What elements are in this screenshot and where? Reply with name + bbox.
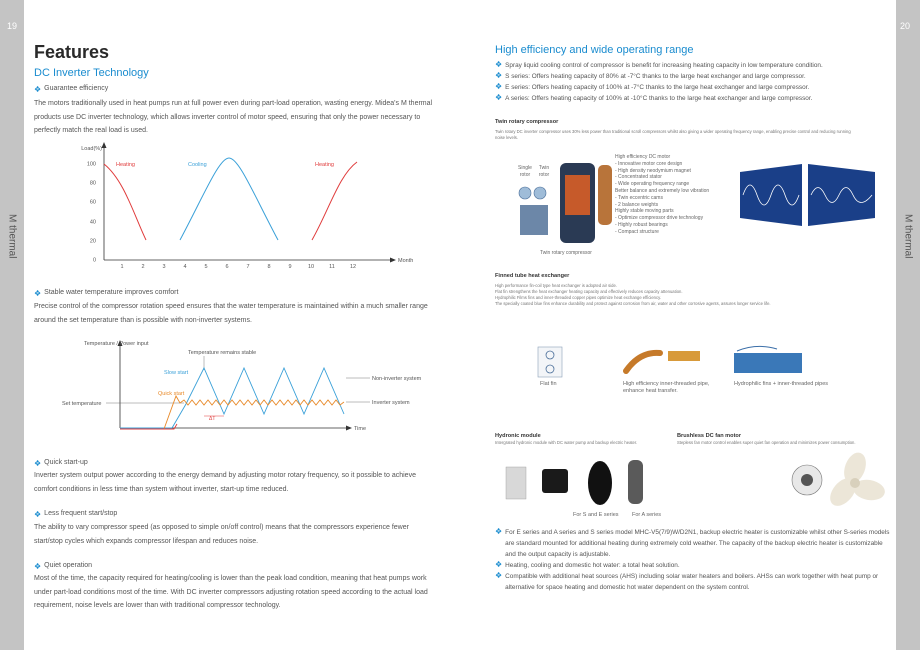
x-tick-label: 10 [307,264,315,270]
diamond-bullet-icon: ❖ [34,459,42,468]
hydronic-description: Intergrated hydronic module with DC water pump and backup electric heater. [495,440,638,445]
efficiency-bullet: ❖ A series: Offers heating capacity of 100% at -10°C thanks to the large heat exchanger and large compressor. [495,93,813,102]
x-tick-label: 4 [183,264,187,270]
diamond-bullet-icon: ❖ [495,571,503,580]
flat-fin-icon [530,345,570,379]
diamond-bullet-icon: ❖ [495,71,503,80]
right-page-title: High efficiency and wide operating range [495,44,694,56]
twin-rotary-description: Twin rotary DC inverter compressor uses 30% less power than traditional scroll compressors whilst also giving a wider operating frequency range, enabling precise control and reducing running noise levels. [495,129,851,140]
y-tick-labels [87,162,96,264]
side-tab-label-left: M thermal [6,213,18,259]
diamond-bullet-icon: ❖ [34,289,42,298]
y-tick-label: 0 [92,257,96,264]
y-tick-label: 100 [86,161,96,168]
vibration-waveform-panel [740,160,875,230]
hydronic-components [500,455,670,510]
diamond-bullet-icon: ❖ [34,562,42,571]
bottom-bullets [495,527,890,593]
page-number-left: 19 [7,21,18,31]
single-rotor-icon [519,187,531,199]
hydronic-title: Hydronic module [495,433,541,439]
fan-motor-images [785,450,885,510]
x-axis-label: Month [398,258,414,264]
page-title: Features [34,42,110,62]
bottom-bullet: ❖ Heating, cooling and domestic hot water: a total heat solution. [495,560,680,569]
efficiency-bullet: ❖ Spray liquid cooling control of compressor is benefit for increasing heating capacity in low temperature condition. [495,60,823,69]
diamond-bullet-icon: ❖ [495,60,503,69]
heating-curve-1 [104,164,146,240]
non-inverter-label: Non-inverter system [372,376,422,382]
efficiency-bullets [495,60,890,104]
y-tick-label: 40 [89,219,96,226]
rotor-cutaway-icon [520,205,548,235]
slow-start-label: Slow start [164,370,189,376]
guarantee-heading: ❖ Guarantee efficiency [34,85,109,94]
compressor-feature-list: High efficiency DC motor - Innovative motor core design - High density neodymium magnet - Concentrated stator - Wide operating frequency range Better balance and extremely low vibration - Twin eccentric cams - 2 balance weights Highly stable moving parts - Optimize compressor drive technology - Highly robust bearings - Compact structure [615,154,710,235]
y-axis-label: Load(%) [81,146,102,152]
y-tick-label: 60 [89,199,96,206]
diamond-bullet-icon: ❖ [495,527,503,536]
twin-rotary-title: Twin rotary compressor [495,119,559,125]
heating-curve-2 [312,162,357,240]
x-tick-label: 5 [204,264,208,270]
heating-label-1: Heating [116,162,135,168]
fan-blade-icon [825,450,885,510]
finned-tube-title: Finned tube heat exchanger [495,273,570,279]
efficiency-bullet: ❖ E series: Offers heating capacity of 100% at -7°C thanks to the large heat exchanger and large compressor. [495,82,810,91]
hydrophilic-caption: Hydrophilic fins + inner-threaded pipes [734,381,829,387]
temperature-chart [54,336,434,436]
plate-heat-exchanger-icon [506,467,526,499]
left-side-tab [0,0,24,650]
compressor-caption: Twin rotary compressor [540,250,592,256]
s-e-series-caption: For S and E series [573,512,619,518]
less-start-stop-paragraph: The ability to vary compressor speed (as opposed to simple on/off control) means that the compressors experience fewer start/stop cycles which expands compressor lifespan and reduces noise. [34,524,409,545]
waveform-panel-right [808,164,875,226]
page-number-right: 20 [900,21,911,31]
diamond-bullet-icon: ❖ [495,82,503,91]
bottom-bullet: ❖ Compatible with additional heat sources (AHS) including solar water heaters and boilers. AHSs can work together with heat pump or alternative for space heating and domestic hot water dependent on the system control. [495,571,879,591]
efficiency-bullet: ❖ S series: Offers heating capacity of 80% at -7°C thanks to the large heat exchanger and large compressor. [495,71,806,80]
right-side-tab [896,0,920,650]
y-axis-label: Temperature / Power input [84,341,149,347]
x-tick-label: 2 [141,264,145,270]
less-start-stop-heading: ❖ Less frequent start/stop [34,510,118,519]
compressor-coil-icon [565,175,590,215]
bottom-bullet: ❖ For E series and A series and S series model MHC-V5(7/9)W/D2N1, backup electric heater is customizable whilst other S-series models are standard mounted for additional heating during extremely cold weather. The capacity of the backup electric heater is customizable and the output capacity is adjustable. [495,527,890,558]
twin-rotor-icon [534,187,546,199]
diamond-bullet-icon: ❖ [34,510,42,519]
fan-motor-description: Stepless fan motor control enables super quiet fan operation and minimizes power consumption. [677,440,856,445]
quiet-paragraph: Most of the time, the capacity required for heating/cooling is lower than the peak load condition, meaning that heat pumps work under part-load conditions most of the time. With DC inverter compressors adjusting rotation speed according to the actual load requirement, noise levels are lower than with traditional compressor technology. [34,575,428,609]
quick-start-label: Quick start [158,391,185,397]
delta-t-label: ΔT [209,416,216,422]
x-tick-label: 1 [120,264,124,270]
x-tick-label: 12 [349,264,357,270]
diamond-bullet-icon: ❖ [495,560,503,569]
x-tick-labels [120,264,356,270]
x-axis-arrow [346,426,352,431]
y-tick-label: 20 [89,238,96,245]
diamond-bullet-icon: ❖ [495,93,503,102]
backup-heater-icon [628,460,643,504]
inverter-label: Inverter system [372,400,410,406]
quick-start-paragraph: Inverter system output power according to the energy demand by adjusting motor rotary frequency, so it possible to achieve comfort conditions in less time than system without inverter, start-up time reduced. [34,472,416,493]
intro-paragraph: The motors traditionally used in heat pumps run at full power even during part-load operation, wasting energy. Midea's M thermal products use DC inverter technology, which allows inverter control of motor speed, ensuring that only the power necessary to perfectly match the real load is used. [34,100,433,134]
section-subtitle: DC Inverter Technology [34,67,149,79]
load-chart [74,140,424,270]
y-tick-label: 80 [89,180,96,187]
pipe-caption: High efficiency inner-threaded pipe, enhance heat transfer. [623,381,710,394]
inverter-line [120,396,344,429]
a-series-caption: For A series [632,512,662,518]
finned-tube-description: High performance fin-coil type heat exchanger is adopted air side. Flat fin strengthens the heat exchanger heating capacity and effectively reduces capacity attenuation. Hydrophilic Films fins and inner-threaded copper pipes optimize heat exchange efficiency. The specially coated blue fins enhance durability and protect against corrosion from air, water and other corrosive agents, assures longer service life. [495,283,771,306]
cooling-label: Cooling [188,162,207,168]
motor-hub-icon [801,474,813,486]
quiet-heading: ❖ Quiet operation [34,562,93,571]
single-rotor-label: Single rotor [518,165,532,178]
time-label: Time [354,426,367,432]
x-axis-arrow [390,258,396,263]
inner-threaded-pipe-icon [620,343,705,379]
quick-start-heading: ❖ Quick start-up [34,459,88,468]
x-tick-label: 3 [162,264,166,270]
twin-rotor-label: Twin rotor [538,165,550,178]
x-tick-label: 9 [288,264,292,270]
fan-motor-title: Brushless DC fan motor [677,433,742,439]
x-tick-label: 7 [246,264,250,270]
compressor-motor-icon [598,165,612,225]
heating-label-2: Heating [315,162,334,168]
expansion-tank-icon [588,461,612,505]
set-temperature-label: Set temperature [62,401,102,407]
x-tick-label: 11 [329,264,335,270]
diamond-bullet-icon: ❖ [34,85,42,94]
x-tick-label: 6 [225,264,229,270]
stable-heading: ❖ Stable water temperature improves comfort [34,289,179,298]
cooling-curve [180,158,278,240]
stable-label: Temperature remains stable [188,350,257,356]
x-tick-label: 8 [267,264,271,270]
hydrophilic-fins-icon [732,343,807,379]
non-inverter-line [120,368,344,428]
water-pump-icon [542,469,568,493]
stable-paragraph: Precise control of the compressor rotation speed ensures that the water temperature is maintained within a much smaller range around the set temperature than is possible with non-inverter systems. [34,303,428,324]
flat-fin-caption: Flat fin [540,381,557,387]
side-tab-label-right: M thermal [902,213,914,259]
y-axis-arrow [102,142,107,148]
